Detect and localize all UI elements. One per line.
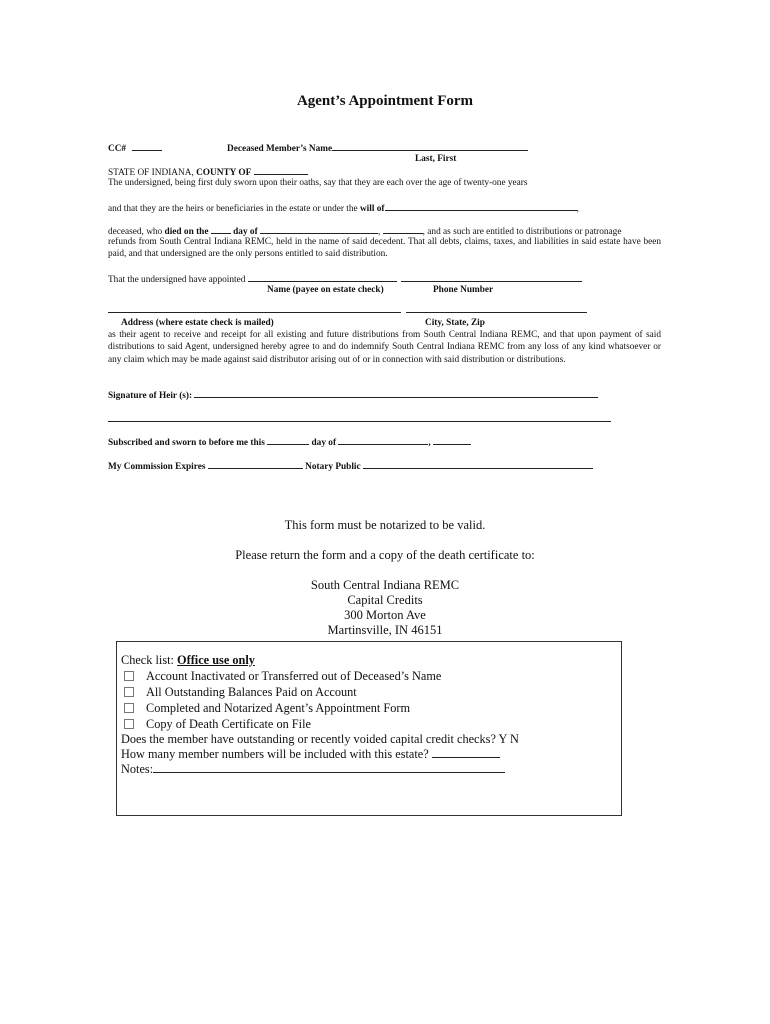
member-numbers-question: How many member numbers will be included with this estate? bbox=[121, 747, 429, 761]
deceased-field bbox=[227, 141, 528, 155]
subscribed-month-line[interactable] bbox=[338, 435, 428, 445]
notes-label: Notes: bbox=[121, 762, 154, 776]
county-label: COUNTY OF bbox=[196, 168, 252, 178]
agent-address-line[interactable] bbox=[108, 303, 401, 313]
deceased-who-text: deceased, who bbox=[108, 227, 163, 237]
address-caption: Address (where estate check is mailed) bbox=[121, 318, 274, 328]
sworn-text: The undersigned, being first duly sworn upon their oaths, say that they are each over the age of twenty-one years bbox=[108, 178, 528, 188]
city-state-zip-caption: City, State, Zip bbox=[425, 318, 485, 328]
member-numbers-question-row bbox=[121, 747, 500, 762]
checkbox[interactable] bbox=[124, 671, 134, 681]
checklist-item bbox=[121, 701, 410, 716]
notes-line[interactable] bbox=[153, 762, 505, 773]
phone-number-caption: Phone Number bbox=[433, 285, 494, 295]
notary-public-line[interactable] bbox=[363, 459, 593, 469]
died-year-line[interactable] bbox=[383, 224, 423, 234]
last-first-caption: Last, First bbox=[415, 154, 457, 164]
heirs-line: and that they are the heirs or beneficiaries in the estate or under the will of , bbox=[108, 201, 579, 215]
commission-expires-line[interactable] bbox=[208, 459, 303, 469]
checklist-item-label: All Outstanding Balances Paid on Account bbox=[146, 685, 357, 699]
notes-row bbox=[121, 762, 505, 777]
died-on-label: died on the bbox=[164, 227, 209, 237]
checklist-item bbox=[121, 669, 441, 684]
died-day-line[interactable] bbox=[211, 224, 231, 234]
subscribed-day-line[interactable] bbox=[267, 435, 309, 445]
checkbox[interactable] bbox=[124, 687, 134, 697]
notarized-notice: This form must be notarized to be valid. bbox=[284, 518, 486, 532]
address-line-1: South Central Indiana REMC bbox=[310, 578, 460, 592]
checklist-item-label: Completed and Notarized Agent’s Appointment Form bbox=[146, 701, 411, 715]
address-line-3: 300 Morton Ave bbox=[344, 608, 426, 622]
cc-label: CC# bbox=[108, 144, 127, 154]
agent-city-line[interactable] bbox=[406, 303, 587, 313]
signature-line-2[interactable] bbox=[108, 412, 611, 422]
appointed-text: That the undersigned have appointed bbox=[108, 275, 246, 285]
checkbox[interactable] bbox=[124, 719, 134, 729]
signature-label: Signature of Heir (s): bbox=[108, 391, 193, 401]
subscribed-day-of: day of bbox=[311, 438, 337, 448]
commission-label: My Commission Expires bbox=[108, 462, 206, 472]
member-numbers-line[interactable] bbox=[432, 747, 500, 758]
died-line: deceased, who died on the day of , , and as such are entitled to distributions or patronage bbox=[108, 224, 621, 238]
died-month-line[interactable] bbox=[260, 224, 378, 234]
subscribed-label: Subscribed and sworn to before me this bbox=[108, 438, 265, 448]
subscribed-line: Subscribed and sworn to before me this day of , bbox=[108, 435, 471, 449]
county-line[interactable] bbox=[254, 165, 308, 175]
checklist-item-label: Copy of Death Certificate on File bbox=[146, 717, 311, 731]
died-day-of-label: day of bbox=[233, 227, 258, 237]
name-payee-caption: Name (payee on estate check) bbox=[267, 285, 384, 295]
signature-field bbox=[108, 388, 598, 402]
will-of-label: will of bbox=[359, 204, 385, 214]
distribution-tail-text: , and as such are entitled to distributions or patronage bbox=[422, 227, 622, 237]
checklist-header bbox=[121, 653, 255, 668]
deceased-name-line[interactable] bbox=[332, 141, 528, 151]
address-line-4: Martinsville, IN 46151 bbox=[327, 623, 443, 637]
address-line-2: Capital Credits bbox=[347, 593, 423, 607]
checklist-item bbox=[121, 685, 357, 700]
voided-checks-question: Does the member have outstanding or recently voided capital credit checks? Y N bbox=[121, 732, 519, 746]
will-of-line[interactable] bbox=[385, 201, 577, 211]
form-title: Agent’s Appointment Form bbox=[296, 93, 474, 109]
notary-label: Notary Public bbox=[305, 462, 361, 472]
return-notice: Please return the form and a copy of the death certificate to: bbox=[235, 548, 535, 562]
deceased-label: Deceased Member’s Name bbox=[227, 144, 333, 154]
heirs-text: and that they are the heirs or beneficiaries in the estate or under the bbox=[108, 204, 358, 214]
subscribed-year-line[interactable] bbox=[433, 435, 471, 445]
cc-field bbox=[108, 141, 162, 155]
checklist-item-label: Account Inactivated or Transferred out of Deceased’s Name bbox=[146, 669, 442, 683]
state-label: STATE OF INDIANA, bbox=[108, 168, 194, 178]
agent-name-line[interactable] bbox=[248, 272, 397, 282]
cc-line[interactable] bbox=[132, 141, 162, 151]
commission-line bbox=[108, 459, 593, 473]
agent-phone-line[interactable] bbox=[401, 272, 582, 282]
signature-line-1[interactable] bbox=[194, 388, 598, 398]
agent-text: as their agent to receive and receipt for all existing and future distributions from South Central Indiana REMC, and that upon payment of said distributions to said Agent, undersigned hereby agree to and do indemnify South Central Indiana REMC from any loss of any kind whatsoever or any claim which may be made against said distributor arising out of or in connection with said distribution or distributions. bbox=[108, 330, 661, 365]
checklist-label: Check list: bbox=[121, 653, 174, 667]
office-use-only: Office use only bbox=[177, 653, 255, 667]
refunds-text: refunds from South Central Indiana REMC, held in the name of said decedent. That all debts, claims, taxes, and liabilities in said estate have been paid, and that undersigned are the only persons entitled to said distribution. bbox=[108, 237, 661, 260]
checklist-item bbox=[121, 717, 311, 732]
checkbox[interactable] bbox=[124, 703, 134, 713]
